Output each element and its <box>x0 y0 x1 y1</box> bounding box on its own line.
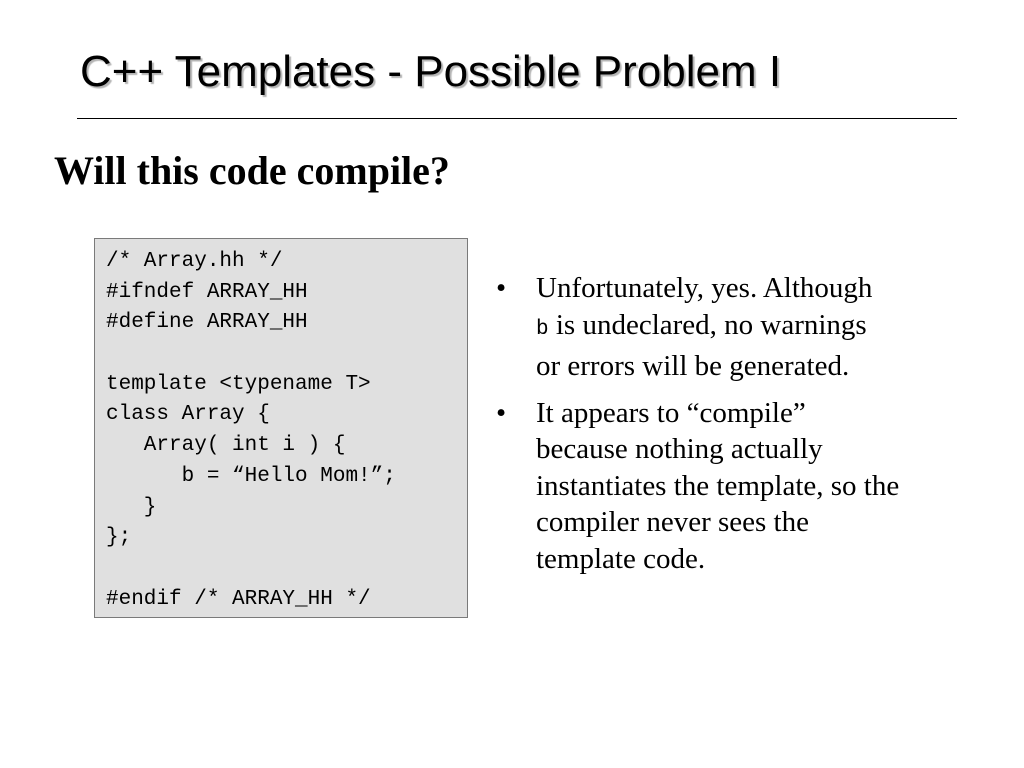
bullet-text-line: because nothing actually <box>536 433 823 465</box>
code-line: #define ARRAY_HH <box>106 311 308 335</box>
bullet-item-explanation <box>496 395 976 578</box>
code-line <box>106 554 467 585</box>
bullet-text-line: Unfortunately, yes. Although <box>536 272 873 304</box>
bullet-text-line: or errors will be generated. <box>536 350 850 382</box>
code-line: /* Array.hh */ <box>106 250 283 273</box>
bullet-list <box>496 270 976 587</box>
bullet-text-line: template code. <box>536 542 706 575</box>
title-divider <box>77 118 957 119</box>
bullet-text-line: It appears to “compile” <box>536 396 806 429</box>
code-line: } <box>106 495 157 519</box>
bullet-icon: • <box>496 396 507 429</box>
slide-title: C++ Templates - Possible Problem I <box>80 47 782 96</box>
code-line: template <typename T> <box>106 372 371 396</box>
code-line: class Array { <box>106 403 270 427</box>
inline-code-word: b <box>536 317 549 341</box>
code-line <box>106 339 467 370</box>
bullet-item-unfortunately <box>496 270 976 385</box>
code-line: b = “Hello Mom!”; <box>106 464 396 488</box>
code-line: Array( int i ) { <box>106 434 346 458</box>
bullet-text-line: is undeclared, no warnings <box>548 308 867 341</box>
code-line: #endif /* ARRAY_HH */ <box>106 587 371 611</box>
code-block <box>94 238 468 618</box>
bullet-text-line: compiler never sees the <box>536 506 809 538</box>
code-line: #ifndef ARRAY_HH <box>106 280 308 304</box>
code-line: }; <box>106 526 132 550</box>
bullet-text-line: instantiates the template, so the <box>536 469 900 502</box>
slide-subtitle: Will this code compile? <box>54 148 450 193</box>
bullet-icon: • <box>496 272 507 304</box>
